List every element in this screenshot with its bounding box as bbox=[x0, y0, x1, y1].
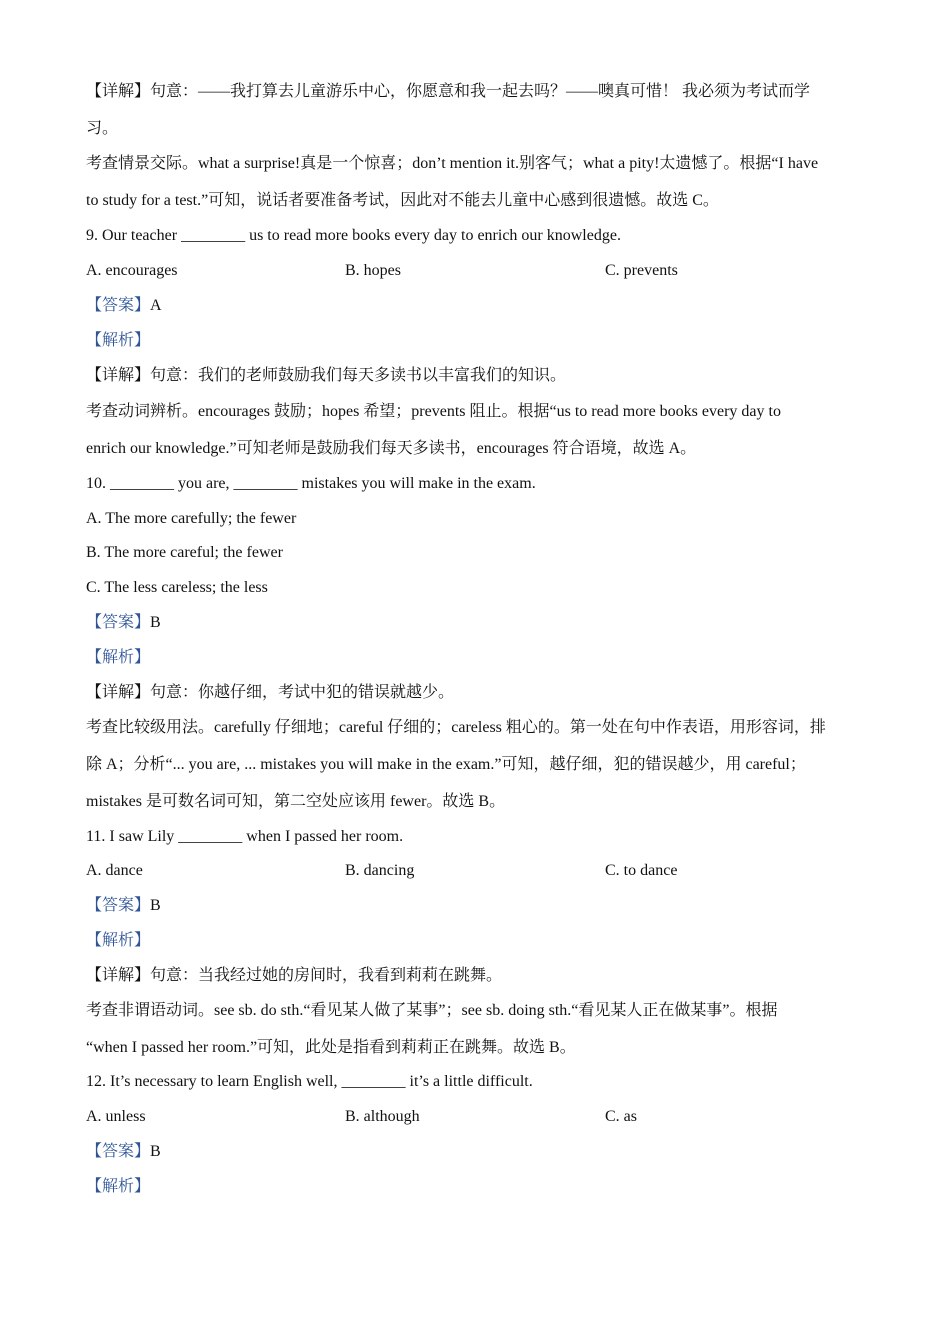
q10-option-b: B. The more careful; the fewer bbox=[86, 544, 283, 561]
q11-analysis-line2: “when I passed her room.”可知，此处是指看到莉莉正在跳舞。故选 B。 bbox=[86, 1039, 576, 1056]
prev-analysis-line1: 考查情景交际。what a surprise!真是一个惊喜；don’t mention it.别客气；what a pity!太遗憾了。根据“I have bbox=[86, 155, 819, 172]
q9-option-c: C. prevents bbox=[605, 262, 678, 279]
q9-analysis-line2: enrich our knowledge.”可知老师是鼓励我们每天多读书，encourages 符合语境，故选 A。 bbox=[86, 440, 697, 457]
q9-jiexi-tag: 【解析】 bbox=[86, 332, 151, 349]
q11-analysis-line1: 考查非谓语动词。see sb. do sth.“看见某人做了某事”；see sb. doing sth.“看见某人正在做某事”。根据 bbox=[86, 1002, 778, 1019]
answer-tag: 【答案】 bbox=[86, 897, 151, 914]
q12-option-a: A. unless bbox=[86, 1108, 146, 1125]
answer-tag: 【答案】 bbox=[86, 1143, 151, 1160]
detail-tag: 【详解】 bbox=[86, 684, 151, 701]
q10-option-a: A. The more carefully; the fewer bbox=[86, 510, 297, 527]
q9-option-a: A. encourages bbox=[86, 262, 178, 279]
q10-stem: 10. ________ you are, ________ mistakes you will make in the exam. bbox=[86, 475, 536, 492]
prev-detail: 【详解】句意：——我打算去儿童游乐中心，你愿意和我一起去吗？——噢真可惜！ 我必须为考试而学 bbox=[86, 83, 811, 100]
q10-analysis-line1: 考查比较级用法。carefully 仔细地；careful 仔细的；careless 粗心的。第一处在句中作表语，用形容词，排 bbox=[86, 719, 826, 736]
q9-answer bbox=[86, 296, 876, 316]
answer-value: B bbox=[150, 897, 161, 914]
q10-detail bbox=[86, 683, 876, 703]
q9-detail bbox=[86, 366, 876, 386]
detail-text: 句意：你越仔细，考试中犯的错误就越少。 bbox=[150, 684, 455, 701]
answer-value: B bbox=[150, 1143, 161, 1160]
q10-analysis-line2: 除 A；分析“... you are, ... mistakes you will make in the exam.”可知，越仔细，犯的错误越少，用 careful； bbox=[86, 756, 806, 773]
q11-detail bbox=[86, 966, 876, 986]
detail-tag: 【详解】 bbox=[86, 967, 151, 984]
q10-jiexi-tag: 【解析】 bbox=[86, 649, 151, 666]
q11-option-a: A. dance bbox=[86, 862, 143, 879]
q11-answer bbox=[86, 896, 876, 916]
prev-analysis-line2: to study for a test.”可知，说话者要准备考试，因此对不能去儿童中心感到很遗憾。故选 C。 bbox=[86, 192, 719, 209]
q10-answer bbox=[86, 613, 876, 633]
q12-option-c: C. as bbox=[605, 1108, 637, 1125]
q12-option-b: B. although bbox=[345, 1108, 420, 1125]
q10-analysis-line3: mistakes 是可数名词可知，第二空处应该用 fewer。故选 B。 bbox=[86, 793, 506, 810]
q12-jiexi-tag: 【解析】 bbox=[86, 1178, 151, 1195]
q11-jiexi-tag: 【解析】 bbox=[86, 932, 151, 949]
q10-option-c: C. The less careless; the less bbox=[86, 579, 268, 596]
answer-value: B bbox=[150, 614, 161, 631]
answer-tag: 【答案】 bbox=[86, 297, 151, 314]
q11-option-c: C. to dance bbox=[605, 862, 678, 879]
detail-text: 句意：当我经过她的房间时，我看到莉莉在跳舞。 bbox=[150, 967, 503, 984]
q11-stem: 11. I saw Lily ________ when I passed her room. bbox=[86, 828, 404, 845]
q9-analysis-line1: 考查动词辨析。encourages 鼓励；hopes 希望；prevents 阻止。根据“us to read more books every day to bbox=[86, 403, 781, 420]
q9-stem: 9. Our teacher ________ us to read more books every day to enrich our knowledge. bbox=[86, 227, 621, 244]
q12-answer bbox=[86, 1142, 876, 1162]
prev-detail-cont: 习。 bbox=[86, 120, 119, 137]
q9-option-b: B. hopes bbox=[345, 262, 401, 279]
answer-tag: 【答案】 bbox=[86, 614, 151, 631]
q12-stem: 12. It’s necessary to learn English well, ________ it’s a little difficult. bbox=[86, 1073, 533, 1090]
answer-value: A bbox=[150, 297, 162, 314]
q11-option-b: B. dancing bbox=[345, 862, 415, 879]
detail-tag: 【详解】 bbox=[86, 367, 151, 384]
detail-text: 句意：我们的老师鼓励我们每天多读书以丰富我们的知识。 bbox=[150, 367, 567, 384]
